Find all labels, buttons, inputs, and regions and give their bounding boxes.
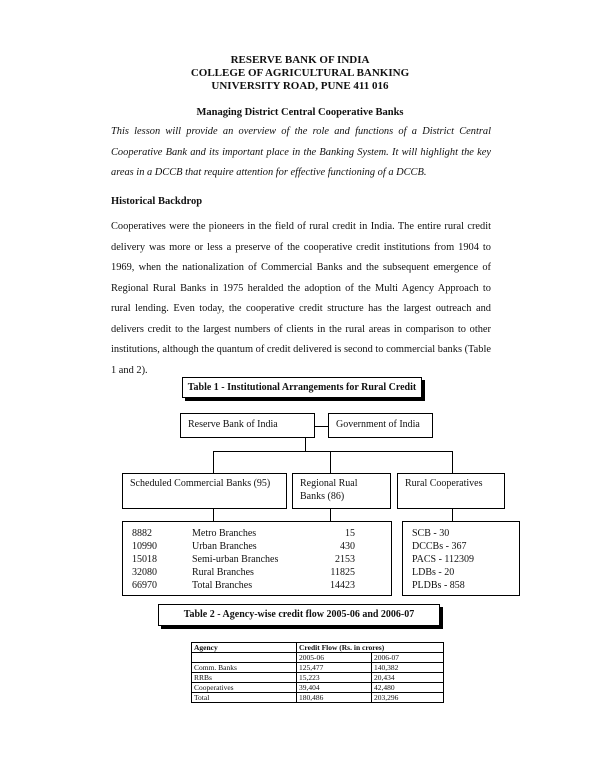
connector bbox=[213, 451, 452, 452]
scb-box: Scheduled Commercial Banks (95) bbox=[122, 473, 287, 509]
table-row bbox=[192, 663, 444, 673]
table-header-row bbox=[192, 643, 444, 653]
branch-count: 10990 bbox=[132, 541, 157, 552]
credit-flow-table bbox=[191, 642, 444, 703]
branch-label: Metro Branches bbox=[192, 528, 257, 539]
value-cell: 140,382 bbox=[372, 663, 444, 673]
coop-item: PACS - 112309 bbox=[412, 554, 475, 565]
branch-row bbox=[132, 579, 382, 592]
table2-title: Table 2 - Agency-wise credit flow 2005-06 and 2006-07 bbox=[158, 604, 440, 626]
coop-item: LDBs - 20 bbox=[412, 567, 455, 578]
branch-label: Total Branches bbox=[192, 580, 253, 591]
table-row bbox=[192, 693, 444, 703]
connector bbox=[305, 438, 306, 451]
value-cell: 39,404 bbox=[297, 683, 372, 693]
rrb-branch-count: 15 bbox=[345, 528, 355, 539]
connector bbox=[315, 426, 328, 427]
year-cell: 2006-07 bbox=[372, 653, 444, 663]
value-cell: 15,223 bbox=[297, 673, 372, 683]
table1-title: Table 1 - Institutional Arrangements for Rural Credit bbox=[182, 377, 422, 398]
agency-cell: RRBs bbox=[192, 673, 297, 683]
branch-row bbox=[132, 540, 382, 553]
value-cell: 203,296 bbox=[372, 693, 444, 703]
value-cell: 20,434 bbox=[372, 673, 444, 683]
branch-label: Urban Branches bbox=[192, 541, 257, 552]
connector bbox=[330, 509, 331, 521]
header-credit-flow: Credit Flow (Rs. in crores) bbox=[297, 643, 444, 653]
branch-count: 8882 bbox=[132, 528, 152, 539]
rbi-box: Reserve Bank of India bbox=[180, 413, 315, 438]
agency-cell: Cooperatives bbox=[192, 683, 297, 693]
intro-paragraph: This lesson will provide an overview of the role and functions of a District Central Cooperative Bank and its important place in the Banking System. It will highlight the key areas in a DCCB that require attention for effective functioning of a DCCB. bbox=[111, 126, 491, 178]
coop-item: SCB - 30 bbox=[412, 528, 450, 539]
table-row bbox=[192, 683, 444, 693]
agency-cell: Comm. Banks bbox=[192, 663, 297, 673]
connector bbox=[452, 451, 453, 473]
branch-label: Semi-urban Branches bbox=[192, 554, 279, 565]
connector bbox=[330, 451, 331, 473]
table-row bbox=[192, 673, 444, 683]
rrb-branch-count: 11825 bbox=[330, 567, 355, 578]
rrb-branch-count: 2153 bbox=[335, 554, 355, 565]
rrb-box: Regional Rual Banks (86) bbox=[292, 473, 391, 509]
branch-count: 32080 bbox=[132, 567, 157, 578]
connector bbox=[452, 509, 453, 521]
empty-cell bbox=[192, 653, 297, 663]
rrb-branch-count: 14423 bbox=[330, 580, 355, 591]
connector bbox=[213, 451, 214, 473]
header-line-1: RESERVE BANK OF INDIA bbox=[230, 54, 370, 66]
branch-row bbox=[132, 527, 382, 540]
header-line-3: UNIVERSITY ROAD, PUNE 411 016 bbox=[211, 80, 389, 92]
value-cell: 125,477 bbox=[297, 663, 372, 673]
table-year-row bbox=[192, 653, 444, 663]
coop-box bbox=[402, 521, 520, 596]
section-heading: Historical Backdrop bbox=[111, 196, 203, 207]
branch-row bbox=[132, 553, 382, 566]
goi-box: Government of India bbox=[328, 413, 433, 438]
value-cell: 42,480 bbox=[372, 683, 444, 693]
coop-item: PLDBs - 858 bbox=[412, 580, 465, 591]
coop-item: DCCBs - 367 bbox=[412, 541, 467, 552]
year-cell: 2005-06 bbox=[297, 653, 372, 663]
branch-label: Rural Branches bbox=[192, 567, 254, 578]
branches-box bbox=[122, 521, 392, 596]
agency-cell: Total bbox=[192, 693, 297, 703]
branch-count: 66970 bbox=[132, 580, 157, 591]
value-cell: 180,486 bbox=[297, 693, 372, 703]
rrb-branch-count: 430 bbox=[340, 541, 355, 552]
document-title: Managing District Central Cooperative Banks bbox=[196, 107, 404, 118]
body-paragraph: Cooperatives were the pioneers in the field of rural credit in India. The entire rural credit delivery was more or less a preserve of the cooperative credit institutions from 1904 to 1969, when the nationalization of Commercial Banks and the subsequent emergence of Regional Rural Banks in 1975 heralded the adoption of the Multi Agency Approach to rural lending. Even today, the cooperative credit structure has the largest outreach and delivers credit to the largest numbers of clients in the rural areas in comparison to other institutions, although the quantum of credit delivered is second to commercial banks (Table 1 and 2). bbox=[111, 221, 491, 376]
header-agency: Agency bbox=[192, 643, 297, 653]
branch-count: 15018 bbox=[132, 554, 157, 565]
header-line-2: COLLEGE OF AGRICULTURAL BANKING bbox=[190, 67, 410, 79]
branch-row bbox=[132, 566, 382, 579]
connector bbox=[213, 509, 214, 521]
rural-coop-box: Rural Cooperatives bbox=[397, 473, 505, 509]
